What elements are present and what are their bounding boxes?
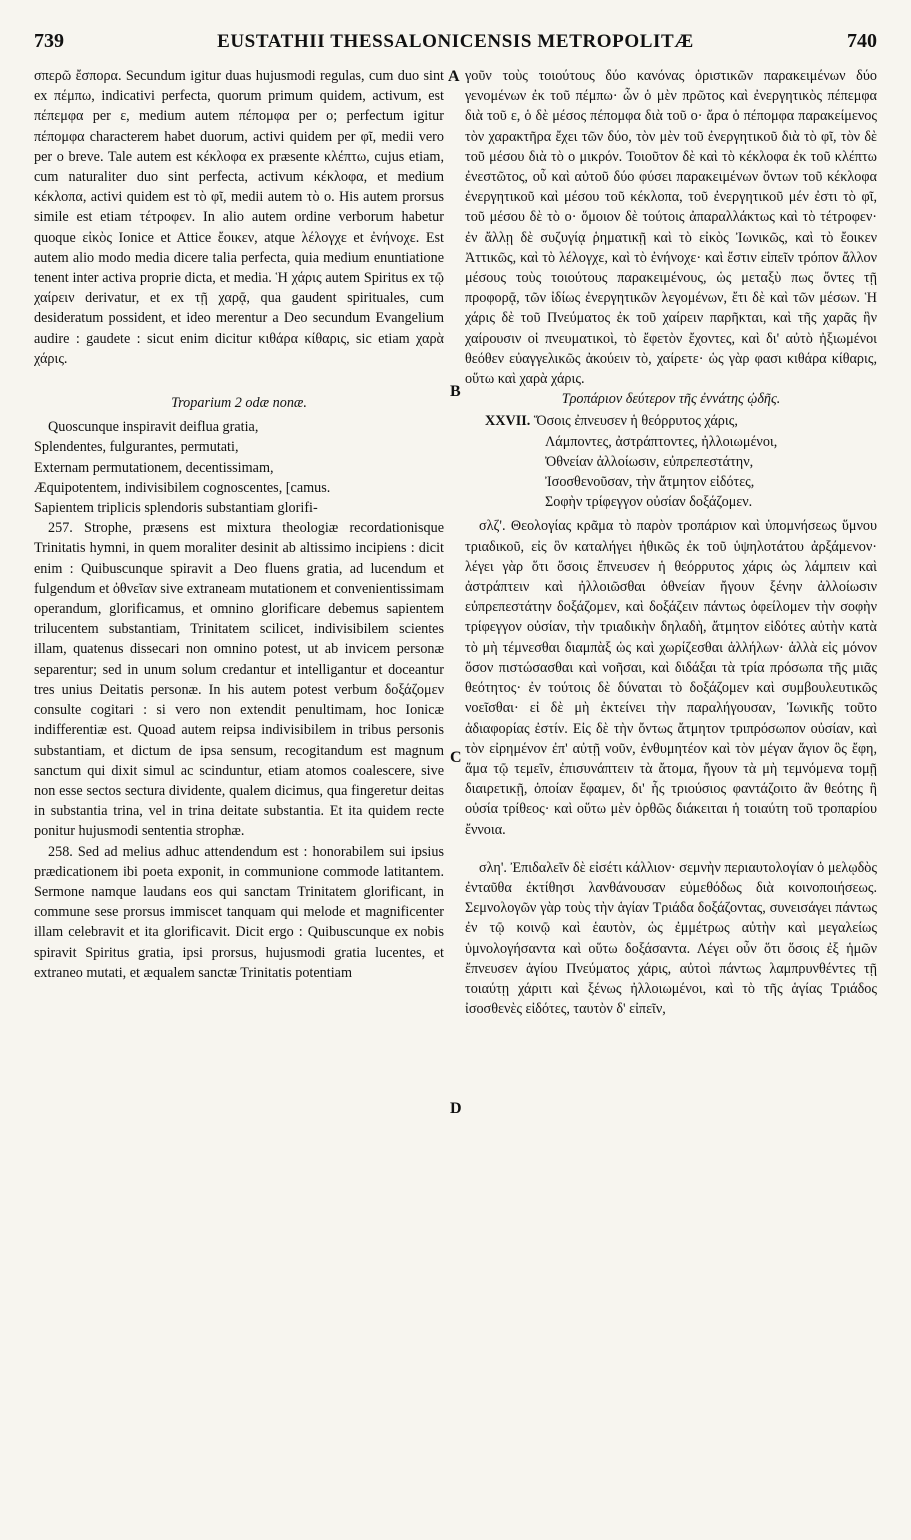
latin-verse-line: Sapientem triplicis splendoris substantiam glorifi-: [34, 500, 318, 517]
page-number-right: 740: [846, 30, 877, 52]
margin-marker-d: D: [450, 1100, 462, 1117]
latin-verse: [34, 417, 444, 518]
latin-verse-line: Externam permutationem, decentissimam,: [34, 459, 274, 476]
greek-verse-line: Ἰσοσθενοῦσαν, τὴν ἄτμητον εἰδότες,: [545, 474, 755, 491]
greek-column: [465, 66, 877, 1530]
latin-paragraph-intro: σπερῶ ἔσπορα. Secundum igitur duas hujusmodi regulas, cum duo sint ex πέμπω, indicativi perfecta, quorum primum quidem, activum, est πέπεμφα per ε, medium autem πέπομφα per ο; perfectum igitur πέπομφα characterem habet duorum, activi quidem per φῖ, medii vero per ο breve. Tale autem est κέκλοφα ex præsente κλέπτω, cujus etiam, cum naturaliter duo sint perfecta, activum κέκλοφα, et medium κέκλοπα, activi quidem est τὸ φῖ, medii autem τὸ ο. His autem prorsus simile est etiam τέτροφεν. In alio autem ordine verborum habetur quoque εἰκὸς Ionice et Attice ἔοικεν, atque λέλογχε et ἐνήνοχε. Est autem alio modo media dicere talia perfecta, quia medium enuntiatione tenent inter activa proprie dicta, et media. Ἡ χάρις autem Spiritus ex τῷ χαίρειν derivatur, et ex τῇ χαρᾷ, qua gaudent spirituales, cum desideratum possident, et ideo merentur a Deo secundum Evangelium audire : gaudete : sicut enim dicitur κιθάρα κίθαρις, sic etiam χαρὰ χάρις.: [34, 68, 444, 367]
latin-verse-line: Quoscunque inspiravit deiflua gratia,: [48, 419, 259, 436]
greek-verse-line: Ὀθνείαν ἀλλοίωσιν, εὐπρεπεστάτην,: [545, 453, 754, 470]
margin-marker-c: C: [450, 749, 462, 766]
page-number-left: 739: [34, 30, 64, 52]
greek-verse-line: Λάμποντες, ἀστράπτοντες, ἠλλοιωμένοι,: [545, 433, 778, 450]
latin-verse-line: Splendentes, fulgurantes, permutati,: [34, 439, 239, 456]
greek-troparium-heading: Τροπάριον δεύτερον τῆς ἐννάτης ᾠδῆς.: [561, 391, 781, 408]
greek-verse-line: XXVII. Ὅσοις ἐπνευσεν ἡ θεόρρυτος χάρις,: [485, 413, 738, 430]
latin-verse-line: Æquipotentem, indivisibilem cognoscentes, [camus.: [34, 479, 331, 496]
greek-verse-line: Σοφὴν τρίφεγγον οὐσίαν δοξάζομεν.: [545, 494, 753, 511]
latin-paragraph-258: 258. Sed ad melius adhuc attendendum est : honorabilem sui ipsius prædicationem ibi poeta exponit, in communione commode latitantem. Sermone namque laudans eos qui sanctam Trinitatem glorificant, in commune sese prorsus immiscet tanquam qui melode et magnificenter illam celebravit et ita glorificavit. Dicit ergo : Quibuscunque ex nobis spiravit Spiritus gratia, ipsi prorsus, hujusmodi gratia lucentes, et extraneo mutati, et æqualem sanctæ Trinitatis potentiam: [34, 843, 444, 981]
greek-paragraph-237: σλζ'. Θεολογίας κρᾶμα τὸ παρὸν τροπάριον καὶ ὑπομνήσεως ὕμνου τριαδικοῦ, εἰς ὃν καταλήγει ἠθικῶς ἐκ τοῦ ὑψηλοτάτου ἀρξάμενον· λέγει γὰρ ὅτι ὅσοις ἔπνευσεν ἡ θεόρρυτος χάρις ὡς λάμπειν καὶ ἀστράπτειν καὶ ἠλλοιῶσθαι ὀθνείαν ἤγουν ξένην ἀλλοίωσιν εὐπρεπεστάτην δοξάζομεν, καὶ δοξάζειν πάντως ὀφείλομεν τὴν σοφὴν τρίφεγγον οὐσίαν, τὴν τριαδικὴν δηλαδὴ, ἄτμητον εἰδότες αὐτὴν κατὰ τὸ μὴ τέμνεσθαι διαμπὰξ ὡς καὶ χωρίζεσθαι ἀλλήλων· ἀλλὰ εἰς μόνον ὅσον πιστώσασθαι καὶ νοῆσαι, καὶ διδάξαι τὰ τρία πρόσωπα τῆς μιᾶς θεότητος· ἐν τούτοις δὲ δύναται τὸ δοξάζομεν καὶ συμβουλευτικῶς νοεῖσθαι· εἰ δὲ μὴ ἐκτείνει τὴν παραλήγουσαν, Ἰωνικῆς τοῦτο ἀδιαφορίας ἐστίν. Εἰς δὲ τὴν ὄντως ἄτμητον τριπρόσωπον οὐσίαν, καὶ τὸν εἰρημένον ἐπ' αὐτῇ νοῦν, ἐνθυμητέον καὶ τὸν μέγαν ἅγιον ὃς ἔφη, ἅμα τῷ τεμεῖν, ἐπισυνάπτειν τὰ ἄτομα, ἤγουν τὰ μὴ τεμνόμενα τομῇ διαιρετικῇ, ὁποίαν ἔφαμεν, δι' ἧς τριούσιος φαντάζοιτο ἂν θεότης ἢ οὐσία τρίθεος· καὶ οὕτω μὲν ὀρθῶς διάκειται ἡ τοιαύτη τοῦ τροπαρίου ἔννοια.: [465, 518, 877, 838]
greek-verse: [465, 411, 877, 512]
greek-paragraph-238: σλη'. Ἐπιδαλεῖν δὲ εἰσέτι κάλλιον· σεμνὴν περιαυτολογίαν ὁ μελῳδὸς ἐνταῦθα ἐκτίθησι λανθάνουσαν εὐμεθόδως διὰ κοινοποιήσεως. Σεμνολογῶν γὰρ τοὺς τὴν ἁγίαν Τριάδα δοξάζοντας, συνεισάγει πάντως ἐν τῷ κοινῷ καὶ ἑαυτὸν, ὡς ἐμμέτρως αὐτὴν καὶ μεγαλείως ὑμνολογήσαντα καὶ οὕτω δοξάσαντα. Λέγει οὖν ὅτι ὅσοις ἐξ ἡμῶν ἔπνευσεν ἁγίου Πνεύματος χάρις, αὐτοὶ πάντως λαμπρυνθέντες τῇ τοιαύτῃ χάριτι καὶ ξένως ἠλλοιωμένοι, καὶ τὸ τῆς ἁγίας Τριάδος ἰσοσθενὲς εἰδότες, ταυτὸν δ' εἰπεῖν,: [465, 859, 877, 1018]
margin-marker-b: B: [450, 383, 461, 400]
running-header: [34, 30, 877, 60]
verse-number: XXVII.: [485, 413, 531, 430]
latin-troparium-heading: Troparium 2 odæ nonæ.: [171, 395, 307, 412]
latin-paragraph-257: 257. Strophe, præsens est mixtura theologiæ recordationisque Trinitatis hymni, in quem moraliter desinit ab altissimo incipiens : dicit enim : Quibuscunque spiravit a Deo fluens gratia, ad lucendum et fulgendum et ὀθνεῖαν sive extraneam mutationem et convenientissimam operandum, glorificamus, et omnino glorificare debemus sapientem trilucentem substantiam, Trinitatem scilicet, indivisibilem scientes illam, quatenus dissecari non omnino potest, ut ab invicem personæ separentur; sed in unum solum credantur et intelligantur et doceantur tres unius Deitatis personæ. In his autem potest verbum δοξάζομεν consulte cogitari : si vero non extendit penultimam, hoc Ionicæ indifferentiæ est. Quoad autem reipsa indivisibilem in tribus personis substantiam, et dictum de ipsa sensum, recogitandum est magnum sanctum qui dixit simul ac scinduntur, etiam atomos coalescere, sive non esse sectos sectura dividente, qualem dicimus, qua fingeretur deitas in substantia trina, vel in trina deitate substantia. Et ita quidem recte ponitur hujusmodi sententia strophæ.: [34, 520, 444, 840]
margin-marker-a: A: [448, 68, 460, 85]
running-title: EUSTATHII THESSALONICENSIS METROPOLITÆ: [217, 31, 694, 52]
latin-column: [34, 66, 444, 1530]
greek-paragraph-intro: γοῦν τοὺς τοιούτους δύο κανόνας ὁριστικῶν παρακειμένων δύο γενομένων ἐκ τοῦ πέμπω· ὧν ὁ μὲν πρῶτος καὶ ἐνεργητικὸς πέπεμφα διὰ τοῦ ε, ὁ δὲ μέσος πέπομφα διὰ τοῦ ο· ἄρα ὁ πέπομφα παρακείμενος τὸν χαρακτῆρα ἔχει τῶν δύο, τὸν μὲν τοῦ ἐνεργητικοῦ διὰ τὸ φῖ, τὸν δὲ τοῦ μέσου διὰ τὸ ο μικρόν. Τοιοῦτον δὲ καὶ τὸ κέκλοφα ἐκ τοῦ κλέπτω ἐνεστῶτος, οὗ καὶ αὐτοῦ δύο φύσει παρακειμένων ὄντων τοῦ κέκλοφα ἐνεργητικοῦ καὶ μέσου τοῦ κέκλοπα, τοῦ ἐνεργητικοῦ μέν ἐστι τὸ φῖ, τοῦ μέσου δὲ τὸ ο· ὅμοιον δὲ τούτοις ἀπαραλλάκτως καὶ τὸ τέτροφεν· ἐν ἄλλῃ δὲ συζυγίᾳ ῥηματικῇ καὶ τὸ εἰκὸς Ἰωνικῶς, καὶ τὸ ἔοικεν Ἀττικῶς, καὶ τὸ λέλογχε, καὶ τὸ ἐνήνοχε· καὶ ἔστιν εἰπεῖν τρόπον ἄλλον μέσους τοὺς τοιούτους παρακειμένους, ὡς μεταξὺ πως ὄντες τῇ προφορᾷ, τῶν ἰδίως ἐνεργητικῶν λεγομένων, ἔτι δὲ καὶ τῶν μέσων. Ἡ χάρις δὲ τοῦ Πνεύματος ἐκ τοῦ χαίρειν παρῆκται, καὶ τῆς χαρᾶς ἣν χαίρουσιν οἱ πνευματικοὶ, τὸ ἔφετὸν ἔχοντες, καὶ δι' αὐτὸ ἠξιωμένοι θεόθεν εὐαγγελικῶς ἀκούειν τὸ, χαίρετε· ὡς γὰρ φασι κιθάρα κίθαρις, οὕτω καὶ χαρὰ χάρις.: [465, 68, 877, 388]
